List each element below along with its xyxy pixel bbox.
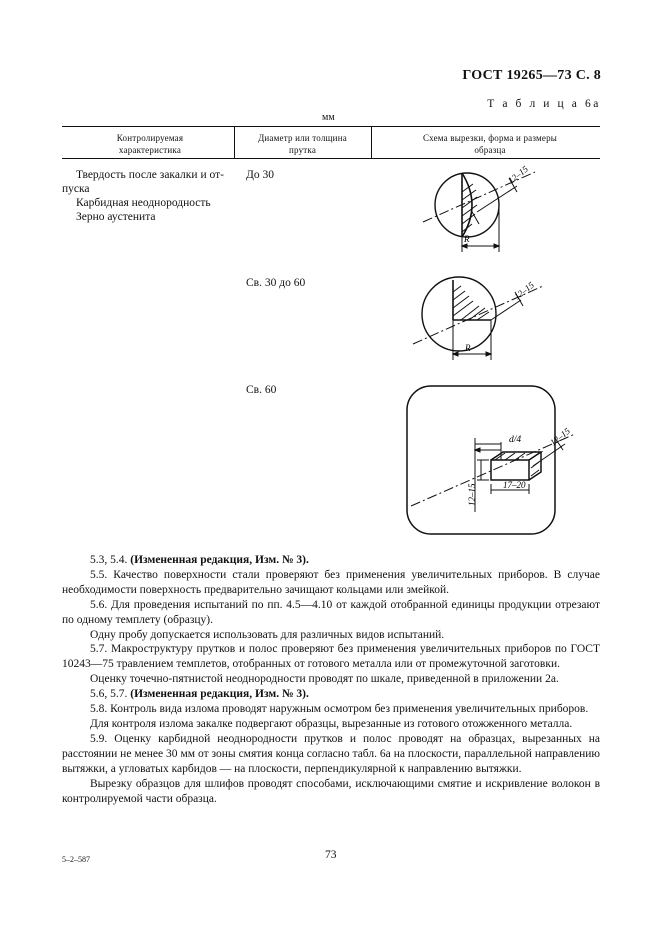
table-header-rule	[62, 158, 600, 159]
paragraph-p2: 5.5. Качество поверхности стали проверяют без применения увеличительных приборов. В случае необходимости поверхность предварительно зачищают кольцами или змейкой.	[62, 568, 600, 596]
size-30-to-60: Св. 30 до 60	[246, 277, 306, 289]
paragraph-p5: 5.7. Макроструктуру прутков и полос проверяют без применения увеличительных приборов по ГОСТ 10243—75 травлением темплетов, отобранных от готового металла или от промежуточной заготовки.	[62, 643, 600, 671]
body-text	[62, 553, 600, 806]
page-number: 73	[325, 849, 337, 861]
characteristic-grain: Зерно аустенита	[76, 211, 156, 223]
paragraph-p4: Одну пробу допускается использовать для различных видов испытаний.	[90, 628, 445, 641]
paragraph-p9: Для контроля излома закалке подвергают образцы, вырезанные из готового отожженного металла.	[90, 717, 573, 730]
dim-label-d3-bottom: 17–20	[503, 480, 526, 490]
col-header-scheme: Схема вырезки, форма и размеры образца	[422, 133, 558, 155]
dim-label-d1: 12–15	[506, 163, 530, 186]
paragraph-p3: 5.6. Для проведения испытаний по пп. 4.5—4.10 от каждой отобранной единицы продукции отрезают по одному темплету (образцу).	[62, 598, 600, 626]
characteristics-cell	[62, 168, 232, 224]
d4-label: d/4	[509, 435, 522, 445]
table-col-divider-1	[234, 126, 235, 158]
footer-code: 5–2–587	[62, 855, 90, 864]
characteristic-hardness: Твердость после закалки и от-пуска	[62, 169, 224, 195]
dim-label-d2: 12–15	[512, 279, 536, 302]
diagram-over-60	[405, 380, 585, 550]
p7-bold: (Измененная редакция, Изм. № 3).	[130, 688, 309, 701]
r-label-d2: R	[465, 343, 471, 353]
table-unit: мм	[322, 112, 335, 123]
characteristic-carbide: Карбидная неоднородность	[76, 197, 211, 209]
paragraph-p7	[62, 687, 600, 702]
dim-label-d3-top: 12–15	[548, 425, 572, 448]
paragraph-p8: 5.8. Контроль вида излома проводят наружным осмотром без применения увеличительных приборов.	[90, 703, 589, 716]
dim-label-d3-side: 12–15	[467, 483, 477, 506]
paragraph-p10: 5.9. Оценку карбидной неоднородности прутков и полос проводят на образцах, вырезанных на расстоянии не менее 30 мм от зоны смятия конца согласно табл. 6а на плоскости, параллельной направлению вытяжки, а угловатых карбидов — на плоскости, перпендикулярной к направлению вытяжки.	[62, 732, 600, 775]
paragraph-p11: Вырезку образцов для шлифов проводят способами, исключающими смятие и искривление волокон в контролируемой части образца.	[62, 777, 600, 805]
r-label-d1: R	[464, 234, 470, 244]
p1-bold: (Измененная редакция, Изм. № 3).	[130, 554, 309, 566]
p7-num: 5.6, 5.7.	[90, 688, 128, 701]
paragraph-p6: Оценку точечно-пятнистой неоднородности проводят по шкале, приведенной в приложении 2а.	[90, 673, 559, 686]
col-header-diameter: Диаметр или толщина прутка	[258, 133, 347, 155]
size-over-60: Св. 60	[246, 384, 277, 396]
paragraph-p1	[62, 553, 600, 568]
document-header: ГОСТ 19265—73 С. 8	[462, 68, 601, 83]
diagram-30-to-60	[405, 268, 585, 373]
p1-num: 5.3, 5.4.	[90, 554, 128, 566]
col-header-characteristic: Контролируемая характеристика	[116, 133, 184, 155]
table-col-divider-2	[371, 126, 372, 158]
diagram-up-to-30	[405, 162, 585, 262]
table-top-rule	[62, 126, 600, 127]
size-up-to-30: До 30	[246, 169, 274, 181]
table-caption: Т а б л и ц а 6а	[487, 98, 601, 110]
